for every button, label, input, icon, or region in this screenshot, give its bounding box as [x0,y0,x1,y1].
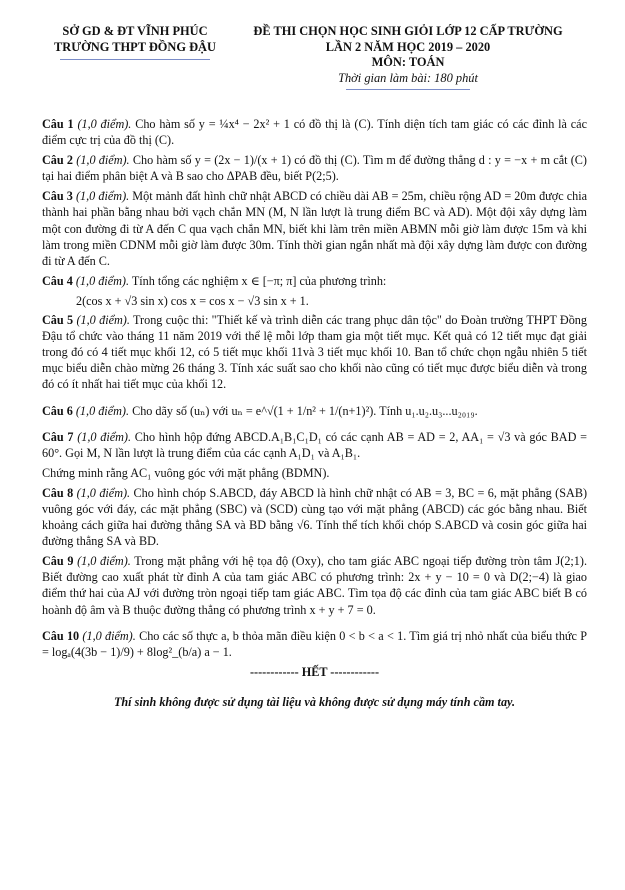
question-points: (1,0 điểm). [82,628,136,643]
question-text: Cho hàm số y = (2x − 1)/(x + 1) có đồ thị (C). Tìm m để đường thẳng d : y = −x + m cắt (C) tại hai điểm phân biệt A và B sao cho ΔPAB đều, biết P(2;5). [42,153,587,184]
question-5 [42,312,587,392]
question-points: (1,0 điểm). [75,189,130,204]
question-8 [42,485,587,549]
question-3 [42,188,587,268]
exam-duration: Thời gian làm bài: 180 phút [338,70,478,85]
question-label: Câu 5 [42,313,74,328]
question-text: Cho hình chóp S.ABCD, đáy ABCD là hình chữ nhật có AB = 3, BC = 6, mặt phẳng (SAB) vuông góc với đáy, các mặt phẳng (SBC) và (SCD) cùng tạo với mặt phẳng (ABCD) các góc bằng nhau. Biết khoảng cách giữa hai đường thẳng SA và BD bằng √6. Tính thể tích khối chóp S.ABCD và cosin góc giữa hai đường thẳng SA và BD. [42,485,588,549]
school-header [40,24,230,60]
question-label: Câu 9 [42,554,74,569]
question-4 [42,273,587,289]
question-points: (1,0 điểm). [77,117,132,131]
question-label: Câu 7 [42,429,74,444]
question-6 [42,403,587,419]
end-marker: ------------ HẾT ------------ [249,664,380,679]
question-text: Cho hình hộp đứng ABCD.A₁B₁C₁D₁ có các cạnh AB = AD = 2, AA₁ = √3 và góc BAD = 60°. Gọi M, N lần lượt là trung điểm của các cạnh A₁D₁ và A₁B₁. [42,429,587,460]
question-text: Tính tổng các nghiệm x ∈ [−π; π] của phương trình: [131,273,387,288]
question-10 [42,628,587,660]
question-4-equation: 2(cos x + √3 sin x) cos x = cos x − √3 sin x + 1. [76,293,309,308]
question-label: Câu 8 [42,485,74,500]
question-text: Một mảnh đất hình chữ nhật ABCD có chiều dài AB = 25m, chiều rộng AD = 20m được chia thành hai phần bằng nhau bởi vạch chắn MN (M, N lần lượt là trung điểm BC và AD). Một đội xây dựng làm một con đường đi từ A đến C qua vạch chắn MN, biết khi làm trên miền ABMN mỗi giờ làm được 15m và khi làm trong miền CDNM mỗi giờ làm được 30m. Tính thời gian ngắn nhất mà đội xây dựng làm được con đường đi từ A đến C. [42,189,588,268]
header-divider [346,89,470,90]
exam-subject: MÔN: TOÁN [371,55,445,69]
question-points: (1,0 điểm). [75,273,130,288]
question-label: Câu 2 [42,153,74,168]
question-text: Trong mặt phẳng với hệ tọa độ (Oxy), cho tam giác ABC ngoại tiếp đường tròn tâm J(2;1). Biết đường cao xuất phát từ đỉnh A của tam giác ABC có phương trình: 2x + y − 10 = 0 và D(2;−4) là giao điểm thứ hai của AJ với đường tròn ngoại tiếp tam giác ABC. Tìm tọa độ các đỉnh của tam giác ABC biết B có hoành độ âm và B thuộc đường thẳng có phương trình x + y + 7 = 0. [42,554,588,617]
question-label: Câu 6 [42,403,73,418]
exam-header [228,24,588,90]
school-name: TRƯỜNG THPT ĐỒNG ĐẬU [54,39,216,54]
question-points: (1,0 điểm). [76,313,130,328]
exam-title: ĐỀ THI CHỌN HỌC SINH GIỎI LỚP 12 CẤP TRƯỜNG [253,24,563,38]
exam-content [42,116,587,710]
footer-note: Thí sinh không được sử dụng tài liệu và không được sử dụng máy tính cầm tay. [113,694,516,709]
department-name: SỞ GD & ĐT VĨNH PHÚC [62,24,208,38]
question-label: Câu 3 [42,189,73,204]
header-divider [60,59,210,60]
question-points: (1,0 điểm). [77,429,132,444]
question-9 [42,553,587,617]
question-2 [42,152,587,184]
question-points: (1,0 điểm). [75,403,130,418]
question-label: Câu 10 [42,628,80,643]
question-label: Câu 1 [42,117,74,131]
question-text: Trong cuộc thi: "Thiết kế và trình diễn các trang phục dân tộc" do Đoàn trường THPT Đồng Đậu tổ chức vào tháng 11 năm 2019 với thể lệ mỗi lớp tham gia một tiết mục. Kết quả có 12 tiết mục đạt giải trong đó có 4 tiết mục khối 12, có 5 tiết mục khối 11và 3 tiết mục khối 10. Ban tổ chức chọn ngẫu nhiên 5 tiết mục biểu diễn chào mừng 26 tháng 3. Tính xác suất sao cho khối nào cũng có tiết mục được biểu diễn và trong đó có ít nhất hai tiết mục của khối 12. [42,313,587,392]
question-text: Cho dãy số (uₙ) với uₙ = e^√(1 + 1/n² + 1/(n+1)²). Tính u₁.u₂.u₃...u₂₀₁₉. [132,403,478,418]
question-points: (1,0 điểm). [76,485,131,500]
question-label: Câu 4 [42,273,73,288]
question-points: (1,0 điểm). [77,554,131,569]
question-1 [42,116,587,148]
exam-round: LẦN 2 NĂM HỌC 2019 – 2020 [325,39,491,54]
question-text: Cho hàm số y = ¼x⁴ − 2x² + 1 có đồ thị là (C). Tính diện tích tam giác có các đỉnh là các điểm cực trị của đồ thị (C). [42,117,588,148]
question-7-claim: Chứng minh rằng AC₁ vuông góc với mặt phẳng (BDMN). [42,465,330,480]
question-points: (1,0 điểm). [76,153,130,168]
question-7 [42,429,587,461]
question-text: Cho các số thực a, b thỏa mãn điều kiện 0 < b < a < 1. Tìm giá trị nhỏ nhất của biểu thức P = logₐ(4(3b − 1)/9) + 8log²_(b/a) a − 1. [42,628,587,659]
